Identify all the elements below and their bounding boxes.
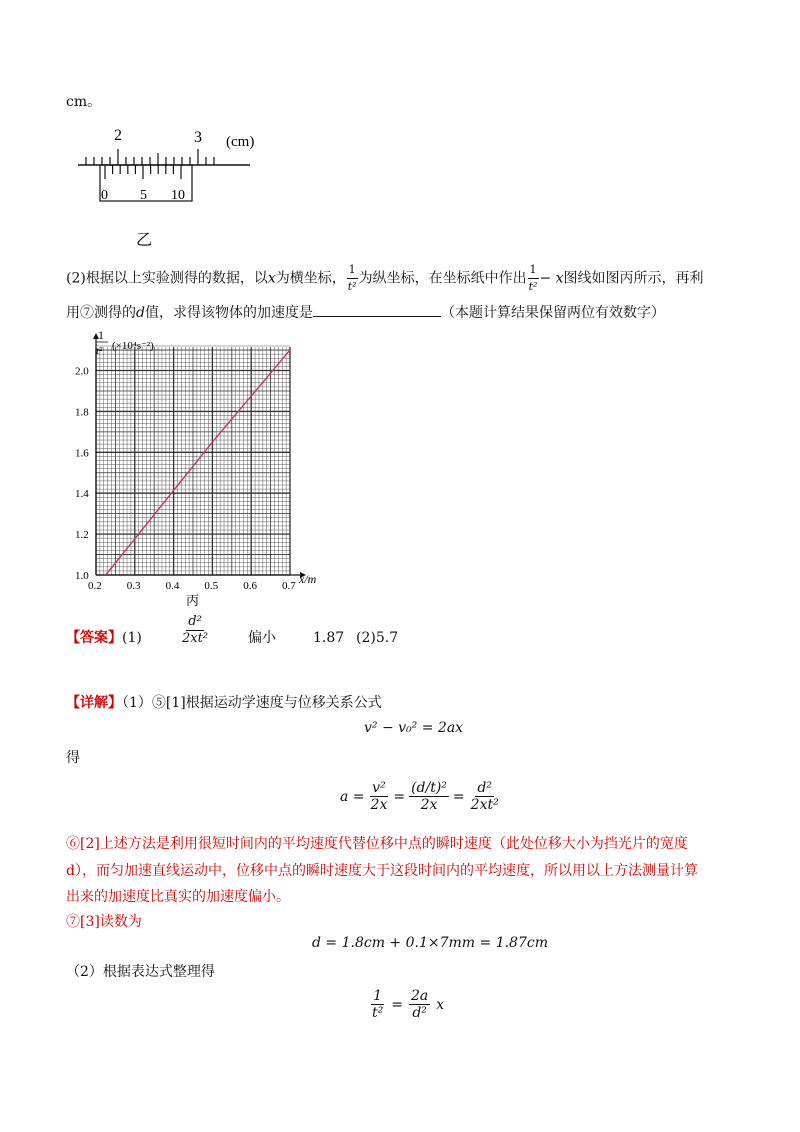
unit-label: (cm): [226, 134, 255, 150]
y-tick-label: 1.4: [75, 488, 89, 501]
vernier-caliper-figure: [70, 120, 270, 250]
y-axis-label-denominator: t²: [96, 345, 103, 357]
vernier-label: 0: [101, 188, 108, 203]
equation-velocity-displacement: v² − v₀² = 2ax: [364, 720, 464, 736]
vernier-label: 10: [171, 188, 185, 203]
inverse-t-squared: $\frac{1}{\text{t²}}$: [347, 263, 357, 293]
x-tick-label: 0.5: [204, 580, 219, 592]
explanation-line-3: 出来的加速度比真实的加速度偏小。: [66, 889, 290, 905]
main-scale-label: 3: [194, 129, 202, 146]
question-2-line-2: 用⑦测得的d值，求得该物体的加速度是 （本题计算结果保留两位有效数字）: [66, 302, 665, 323]
explanation-line-1: ⑥[2]上述方法是利用很短时间内的平均速度代替位移中点的瞬时速度（此处位移大小为挡光片的宽度: [66, 836, 688, 852]
answer-part-4: (2)5.7: [356, 630, 399, 646]
unit-text: cm。: [66, 94, 102, 110]
y-axis-unit: (×10⁴s⁻²): [112, 340, 154, 352]
y-tick-label: 2.0: [75, 365, 89, 378]
x-tick-label: 0.7: [282, 580, 296, 592]
y-tick-label: 1.0: [75, 570, 89, 582]
series-line: [106, 350, 290, 575]
equation-acceleration: a = $\frac{\text{v²}}{2x}$ = $\frac{\text{(d/t)²}}{2x}$ = $\frac{\text{d²}}{\text{2xt²}}$: [340, 780, 499, 813]
x-axis-label: x/m: [299, 572, 317, 586]
y-tick-label: 1.2: [75, 529, 89, 542]
grid: [96, 346, 290, 575]
equation-reading: d = 1.8cm + 0.1×7mm = 1.87cm: [312, 935, 548, 951]
figure-caption: 丙: [186, 593, 200, 608]
main-scale: [78, 149, 250, 165]
vernier-scale: [100, 165, 192, 203]
detail-part-2: （2）根据表达式整理得: [66, 964, 215, 980]
main-scale-label: 2: [114, 127, 122, 144]
explanation-line-2: d），而匀加速直线运动中，位移中点的瞬时速度大于这段时间内的平均速度，所以用以上方法测量计算: [66, 863, 698, 879]
answer-part-2: 偏小: [248, 630, 276, 646]
x-tick-label: 0.6: [243, 580, 257, 592]
y-axis-label-numerator: 1: [98, 328, 104, 342]
x-tick-label: 0.3: [126, 580, 141, 592]
figure-caption: 乙: [136, 232, 153, 249]
y-tick-label: 1.6: [75, 447, 89, 460]
vernier-label: 5: [140, 188, 147, 203]
question-2-line-1: (2)根据以上实验测得的数据，以x为横坐标， $\frac{1}{\text{t²}}$ 为纵坐标，在坐标纸中作出 $\frac{1}{\text{t²}}$ − x图线如图丙所示，再利: [66, 263, 704, 293]
y-tick-label: 1.8: [75, 406, 89, 419]
explanation-line-4: ⑦[3]读数为: [66, 914, 142, 930]
detail-line-1: 【详解】（1）⑤[1]根据运动学速度与位移关系公式: [66, 695, 382, 711]
answer-blank: [313, 302, 441, 317]
answer-part-3: 1.87: [313, 630, 345, 646]
answer-formula: $\frac{\text{d²}}{\text{2xt²}}$: [182, 614, 209, 646]
graph-inverse-t2-vs-x: [62, 325, 342, 615]
x-tick-label: 0.2: [88, 580, 102, 592]
answer-label: 【答案】(1): [66, 630, 142, 646]
detail-de: 得: [66, 750, 80, 766]
equation-rearranged: $\frac{1}{\text{t²}}$ = $\frac{2a}{\text{d²}}$ x: [372, 988, 445, 1021]
x-tick-label: 0.4: [165, 580, 180, 592]
data-line: [106, 350, 290, 575]
